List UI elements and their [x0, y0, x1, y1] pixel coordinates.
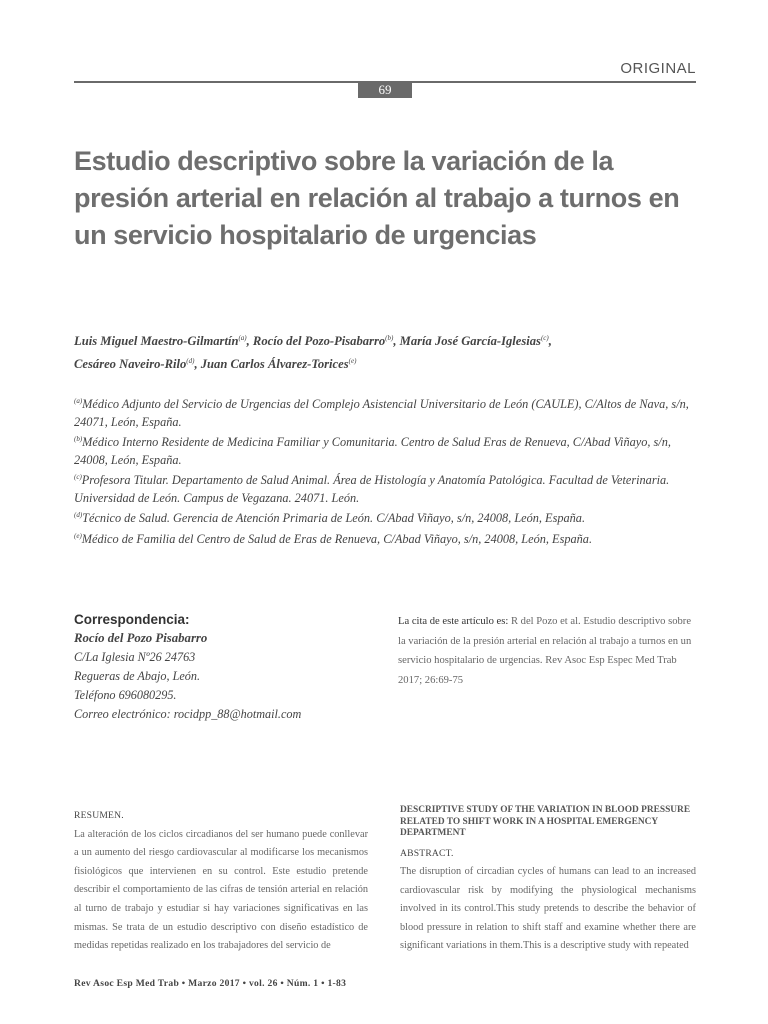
author-mark: (a): [238, 334, 247, 342]
author-separator: ,: [393, 334, 400, 349]
affiliation-mark: (c): [74, 473, 82, 482]
author-separator: ,: [246, 334, 253, 349]
abstract-text: The disruption of circadian cycles of humans can lead to an increased cardiovascular risk by modifying the physiological mechanisms involved in its control.This study pretends to describe the behavior of blood pressure in relation to shift staff and examine whether there are significant variations in them.This is a descriptive study with repeated: [400, 866, 696, 952]
affiliation-mark: (e): [74, 531, 82, 540]
author-name: Rocío del Pozo-Pisabarro: [252, 334, 386, 349]
citation-block: [398, 612, 698, 690]
author-mark: (c): [540, 334, 549, 342]
author-name: Juan Carlos Álvarez-Torices: [200, 357, 349, 372]
citation-text: R del Pozo et al. Estudio descriptivo sobre la variación de la presión arterial en relación al trabajo a turnos en un servicio hospitalario de urgencias. Rev Asoc Esp Espec Med Trab 2017; 26:69-75: [398, 616, 692, 686]
abstract-column: [400, 805, 696, 956]
article-title: Estudio descriptivo sobre la variación de la presión arterial en relación al trabajo a turnos en un servicio hospitalario de urgencias: [74, 146, 680, 250]
author-mark: (b): [385, 334, 394, 342]
page-number: 69: [358, 82, 412, 98]
author-list: [74, 328, 714, 374]
english-title: DESCRIPTIVE STUDY OF THE VARIATION IN BLOOD PRESSURE RELATED TO SHIFT WORK IN A HOSPITAL EMERGENCY DEPARTMENT: [400, 805, 691, 838]
affiliation-text: Profesora Titular. Departamento de Salud Animal. Área de Histología y Anatomía Patológica. Facultad de Veterinaria. Universidad de León. Campus de Vegazana. 24071. León.: [74, 473, 670, 505]
correspondence-block: [74, 610, 374, 724]
affiliation-mark: (b): [74, 435, 83, 444]
author-separator: ,: [194, 357, 201, 372]
correspondence-address: Regueras de Abajo, León.: [74, 669, 201, 683]
affiliation-item: [74, 393, 700, 431]
correspondence-name: Rocío del Pozo Pisabarro: [74, 631, 208, 645]
author-mark: (e): [348, 357, 357, 366]
citation-label: La cita de este artículo es:: [398, 616, 509, 627]
correspondence-phone: Teléfono 696080295.: [74, 688, 177, 702]
author-name: María José García-Iglesias: [399, 334, 541, 349]
affiliation-text: Técnico de Salud. Gerencia de Atención Primaria de León. C/Abad Viñayo, s/n, 24008, León, España.: [82, 511, 586, 526]
correspondence-address: C/La Iglesia Nº26 24763: [74, 650, 196, 664]
abstract-heading: ABSTRACT.: [400, 847, 454, 859]
affiliation-mark: (d): [74, 511, 83, 520]
author-separator: ,: [548, 334, 552, 349]
author-mark: (d): [186, 357, 195, 366]
affiliation-text: Médico Interno Residente de Medicina Familiar y Comunitaria. Centro de Salud Eras de Renueva, C/Abad Viñayo, s/n, 24008, León, España.: [74, 435, 671, 467]
correspondence-heading: Correspondencia:: [74, 612, 190, 627]
author-name: Cesáreo Naveiro-Rilo: [74, 357, 187, 372]
affiliation-item: [74, 507, 700, 528]
affiliation-item: [74, 528, 700, 549]
affiliation-mark: (a): [74, 397, 83, 405]
affiliation-list: [74, 393, 700, 548]
author-name: Luis Miguel Maestro-Gilmartín: [74, 334, 239, 349]
resumen-text: La alteración de los ciclos circadianos del ser humano puede conllevar a un aumento del riesgo cardiovascular al modificarse los mecanismos fisiológicos que intervienen en su control. Este estudio pretende describir el comportamiento de las cifras de tensión arterial en relación al turno de trabajo y estudiar si hay variaciones significativas en las mismas. Se trata de un estudio descriptivo con diseño estadístico de medidas repetidas realizado en los trabajadores del servicio de: [74, 828, 368, 952]
section-label: ORIGINAL: [620, 60, 696, 77]
resumen-column: [74, 807, 368, 956]
affiliation-text: Médico Adjunto del Servicio de Urgencias del Complejo Asistencial Universitario de León (CAULE), C/Altos de Nava, s/n, 24071, León, España.: [74, 397, 689, 429]
affiliation-text: Médico de Familia del Centro de Salud de Eras de Renueva, C/Abad Viñayo, s/n, 24008, León, España.: [81, 531, 593, 546]
affiliation-item: [74, 469, 700, 507]
affiliation-item: [74, 431, 700, 469]
correspondence-email[interactable]: Correo electrónico: rocidpp_88@hotmail.com: [74, 707, 302, 721]
resumen-heading: RESUMEN.: [74, 810, 124, 821]
journal-footer: Rev Asoc Esp Med Trab • Marzo 2017 • vol. 26 • Núm. 1 • 1-83: [74, 978, 347, 989]
